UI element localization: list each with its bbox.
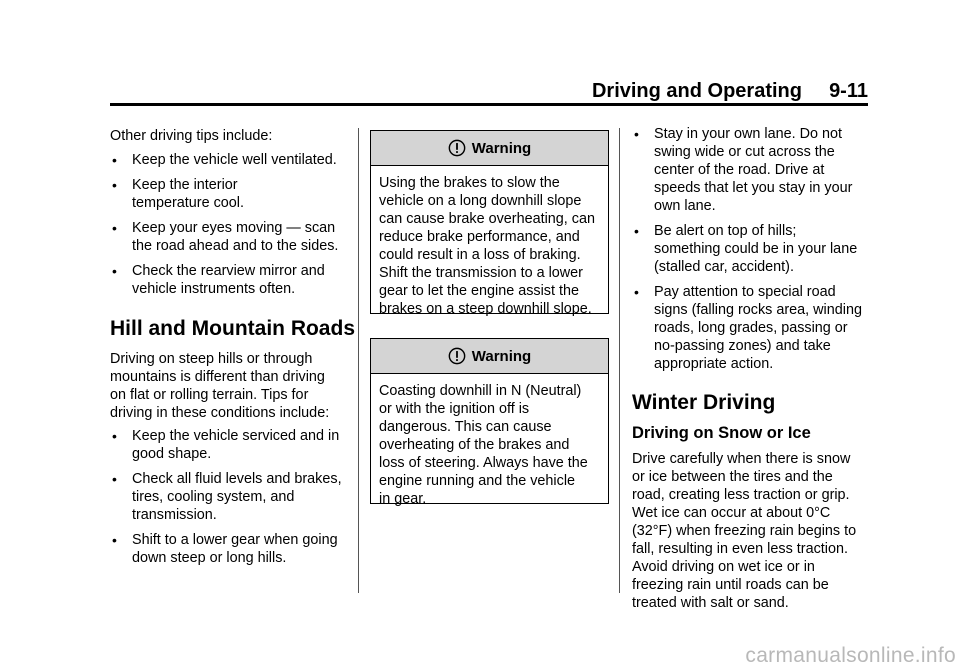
watermark: carmanualsonline.info [745,644,956,667]
bullet-icon: • [112,177,117,193]
column-divider-left [358,128,359,593]
warning-icon [448,139,466,157]
warning-text: Coasting downhill in N (Neutral) or with the ignition off is dangerous. This can cause overheating of the brakes and loss of steering. Always have the engine running and the vehicle in gear. [379,383,588,507]
intro-text: Other driving tips include: [110,128,273,144]
list-item [632,125,872,215]
bullet-icon: • [112,220,117,236]
bullet-icon: • [634,284,639,300]
list-item-text: Pay attention to special road signs (falling rocks area, winding roads, long grades, passing or no-passing zones) and take appropriate action. [654,284,862,372]
bullet-icon: • [634,126,639,142]
section-heading: Winter Driving [632,391,776,414]
list-item-text: Check all fluid levels and brakes, tires, cooling system, and transmission. [132,471,342,523]
bullet-icon: • [112,428,117,444]
column-right [632,125,872,612]
list-item [110,262,355,298]
driving-tips-list [110,151,355,298]
list-item [110,219,355,255]
list-item [110,531,355,567]
list-item [110,176,355,212]
bullet-icon: • [634,223,639,239]
list-item-text: Keep the interior temperature cool. [132,177,244,211]
list-item [632,222,872,276]
warning-title: Warning [471,347,532,365]
bullet-icon: • [112,263,117,279]
list-item-text: Shift to a lower gear when going down steep or long hills. [132,532,338,566]
list-item-text: Stay in your own lane. Do not swing wide or cut across the center of the road. Drive at speeds that let you stay in your own lane. [654,126,853,214]
list-item [110,427,355,463]
warning-box-coasting [370,338,609,507]
list-item-text: Keep your eyes moving — scan the road ahead and to the sides. [132,220,339,254]
column-divider-right [619,128,620,593]
list-item [110,151,355,169]
bullet-icon: • [112,471,117,487]
list-item-text: Be alert on top of hills; something could be in your lane (stalled car, accident). [654,223,858,275]
list-item [632,283,872,373]
warning-header [371,131,608,166]
column-left [110,127,355,567]
section-paragraph: Drive carefully when there is snow or ice between the tires and the road, creating less traction or grip. Wet ice can occur at about 0°C (32°F) when freezing rain begins to fall, resulting in even less traction. Avoid driving on wet ice or in freezing rain until roads can be treated with salt or sand. [632,451,857,611]
warning-icon [448,347,466,365]
section-title: Driving and Operating [591,80,802,102]
list-item [110,470,355,524]
list-item-text: Check the rearview mirror and vehicle instruments often. [132,263,325,297]
warning-header [371,339,608,374]
warning-text: Using the brakes to slow the vehicle on a long downhill slope can cause brake overheating, can reduce brake performance, and could result in a loss of braking. Shift the transmission to a lower gear to let the engine assist the brakes on a steep downhill slope. [379,175,596,317]
subsection-heading: Driving on Snow or Ice [632,424,811,442]
header-rule [110,103,868,106]
section-paragraph: Driving on steep hills or through mountains is different than driving on flat or rolling terrain. Tips for driving in these conditions include: [110,351,330,421]
page-header [110,80,868,104]
bullet-icon: • [112,532,117,548]
hill-tips-list [110,427,355,567]
page-number: 9-11 [829,80,868,102]
warning-title: Warning [471,139,532,157]
list-item-text: Keep the vehicle serviced and in good shape. [132,428,340,462]
section-heading: Hill and Mountain Roads [110,317,355,340]
list-item-text: Keep the vehicle well ventilated. [132,152,337,168]
warning-box-brakes [370,130,609,317]
mountain-tips-list [632,125,872,373]
bullet-icon: • [112,152,117,168]
